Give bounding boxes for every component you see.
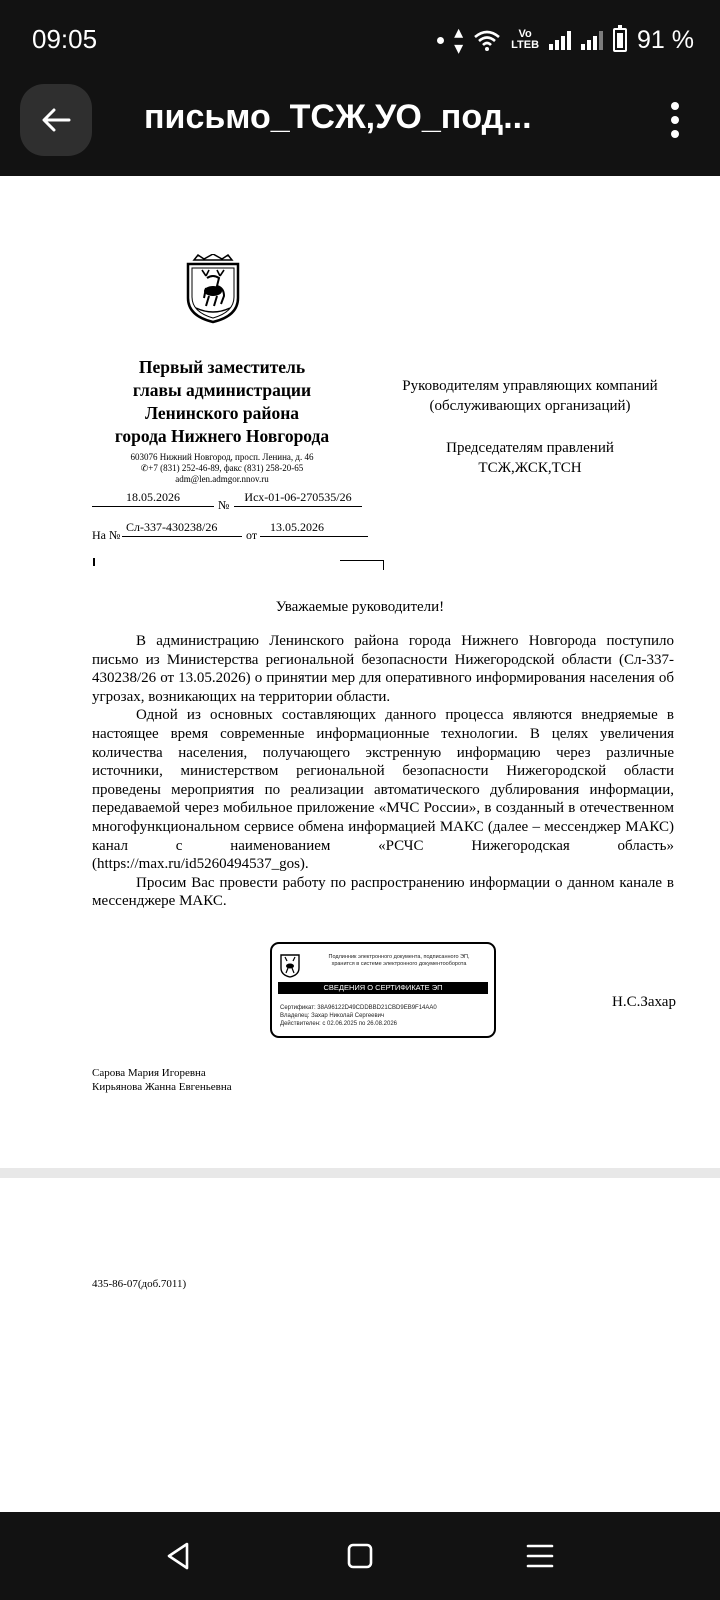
city-emblem-icon (184, 254, 242, 324)
emblem-icon (280, 952, 300, 978)
battery-icon (613, 28, 627, 52)
volte-top: Vo (518, 28, 532, 40)
stamp-caption-line: Подлинник электронного документа, подписанного ЭП, (328, 954, 470, 960)
back-button[interactable] (20, 84, 92, 156)
top-bar (0, 0, 720, 176)
corner-mark (340, 560, 384, 561)
stamp-title: СВЕДЕНИЯ О СЕРТИФИКАТЕ ЭП (278, 982, 488, 994)
recipient-line: (обслуживающих организаций) (429, 398, 631, 414)
recipient-chairmen (385, 438, 675, 478)
address-line: 603076 Нижний Новгород, просп. Ленина, д. 46 (130, 452, 314, 462)
certificate-validity: Действителен: с 02.06.2025 по 26.08.2026 (280, 1021, 397, 1027)
number-label: № (218, 498, 230, 512)
letter-date: 18.05.2026 (92, 490, 214, 507)
paragraph: Одной из основных составляющих данного процесса являются внедряемые в настоящее время современные информационные технологии. В целях увеличения количества населения, получающего экстренную информацию через различные источники, министерством региональной безопасности Нижегородской области проведены мероприятия по реализации автоматического дублирования информации, передаваемой через мобильное приложение «МЧС России», в созданный в отечественном многофункциональном сервисе обмена информацией МАКС (далее – мессенджер МАКС) канал с наименованием «РСЧС Нижегородская область» (https://max.ru/id5260494537_gos). (92, 707, 674, 873)
header-line: города Нижнего Новгорода (114, 426, 330, 446)
executor-phone: 435-86-07(доб.7011) (92, 1278, 187, 1290)
nav-recents-button[interactable] (518, 1534, 562, 1578)
recipient-companies (385, 376, 675, 416)
email-line: adm@len.admgor.nnov.ru (175, 474, 269, 484)
recents-lines-icon (526, 1543, 554, 1569)
ref-date: 13.05.2026 (260, 520, 368, 537)
document-page[interactable] (0, 176, 720, 1512)
more-options-button[interactable] (660, 98, 690, 142)
stamp-caption-line: хранится в системе электронного документооборота (331, 961, 467, 967)
square-home-icon (347, 1543, 373, 1569)
header-line: главы администрации (132, 380, 312, 400)
dot-icon (671, 116, 679, 124)
letter-body (92, 632, 674, 911)
certificate-owner: Владелец: Захар Николай Сергеевич (280, 1013, 385, 1019)
data-transfer-icon: ▴ ▾ (454, 22, 464, 58)
status-time: 09:05 (32, 24, 98, 54)
phone-fax-line: ✆+7 (831) 252-46-89, факс (831) 258-20-65 (140, 463, 304, 473)
dot-icon (671, 130, 679, 138)
paragraph: В администрацию Ленинского района города Нижнего Новгорода поступило письмо из Министерства региональной безопасности Нижегородской области (Сл-337-430238/26 от 13.05.2026) о принятии мер для оперативного информирования населения об угрозах, возникающих на территории области. (92, 633, 674, 705)
header-line: Первый заместитель (138, 357, 306, 377)
corner-mark (383, 560, 384, 570)
certificate-id: Сертификат: 38A96122D49CDDBBD21CBD9EB9F14AA0 (280, 1005, 437, 1011)
arrow-left-icon (41, 107, 71, 133)
recipient-line: Руководителям управляющих компаний (402, 378, 658, 394)
triangle-back-icon (165, 1541, 191, 1571)
paragraph: Просим Вас провести работу по распространению информации о данном канале в мессенджере МАКС. (92, 874, 674, 910)
letter-number: Исх-01-06-270535/26 (234, 490, 362, 507)
header-line: Ленинского района (144, 403, 300, 423)
wifi-icon (473, 29, 501, 51)
status-icons (437, 24, 694, 56)
recipient-line: ТСЖ,ЖСК,ТСН (478, 460, 582, 476)
document-title: письмо_ТСЖ,УО_под... (144, 98, 532, 136)
e-signature-stamp (270, 942, 496, 1038)
signer-name: Н.С.Захар (612, 994, 676, 1010)
volte-bottom: LTEB (511, 39, 540, 51)
stamp-caption (306, 954, 492, 968)
volte-icon (511, 29, 539, 51)
navigation-bar (0, 1512, 720, 1600)
executor-name: Кирьянова Жанна Евгеньевна (92, 1081, 232, 1093)
executors (92, 1066, 232, 1094)
executor-name: Сарова Мария Игоревна (92, 1067, 206, 1079)
nav-home-button[interactable] (338, 1534, 382, 1578)
ref-from-label: от (246, 528, 258, 542)
notification-dot-icon (437, 37, 444, 44)
ref-label: На № (92, 528, 121, 542)
page-break (0, 1168, 720, 1178)
recipient-line: Председателям правлений (446, 440, 614, 456)
signal-1-icon (549, 30, 571, 50)
nav-back-button[interactable] (156, 1534, 200, 1578)
signal-2-icon (581, 30, 603, 50)
dot-icon (671, 102, 679, 110)
corner-mark (93, 558, 95, 566)
sender-header (92, 356, 352, 448)
greeting: Уважаемые руководители! (275, 599, 445, 615)
battery-percent: 91 % (637, 25, 694, 54)
sender-address (92, 452, 352, 485)
ref-number: Сл-337-430238/26 (122, 520, 242, 537)
